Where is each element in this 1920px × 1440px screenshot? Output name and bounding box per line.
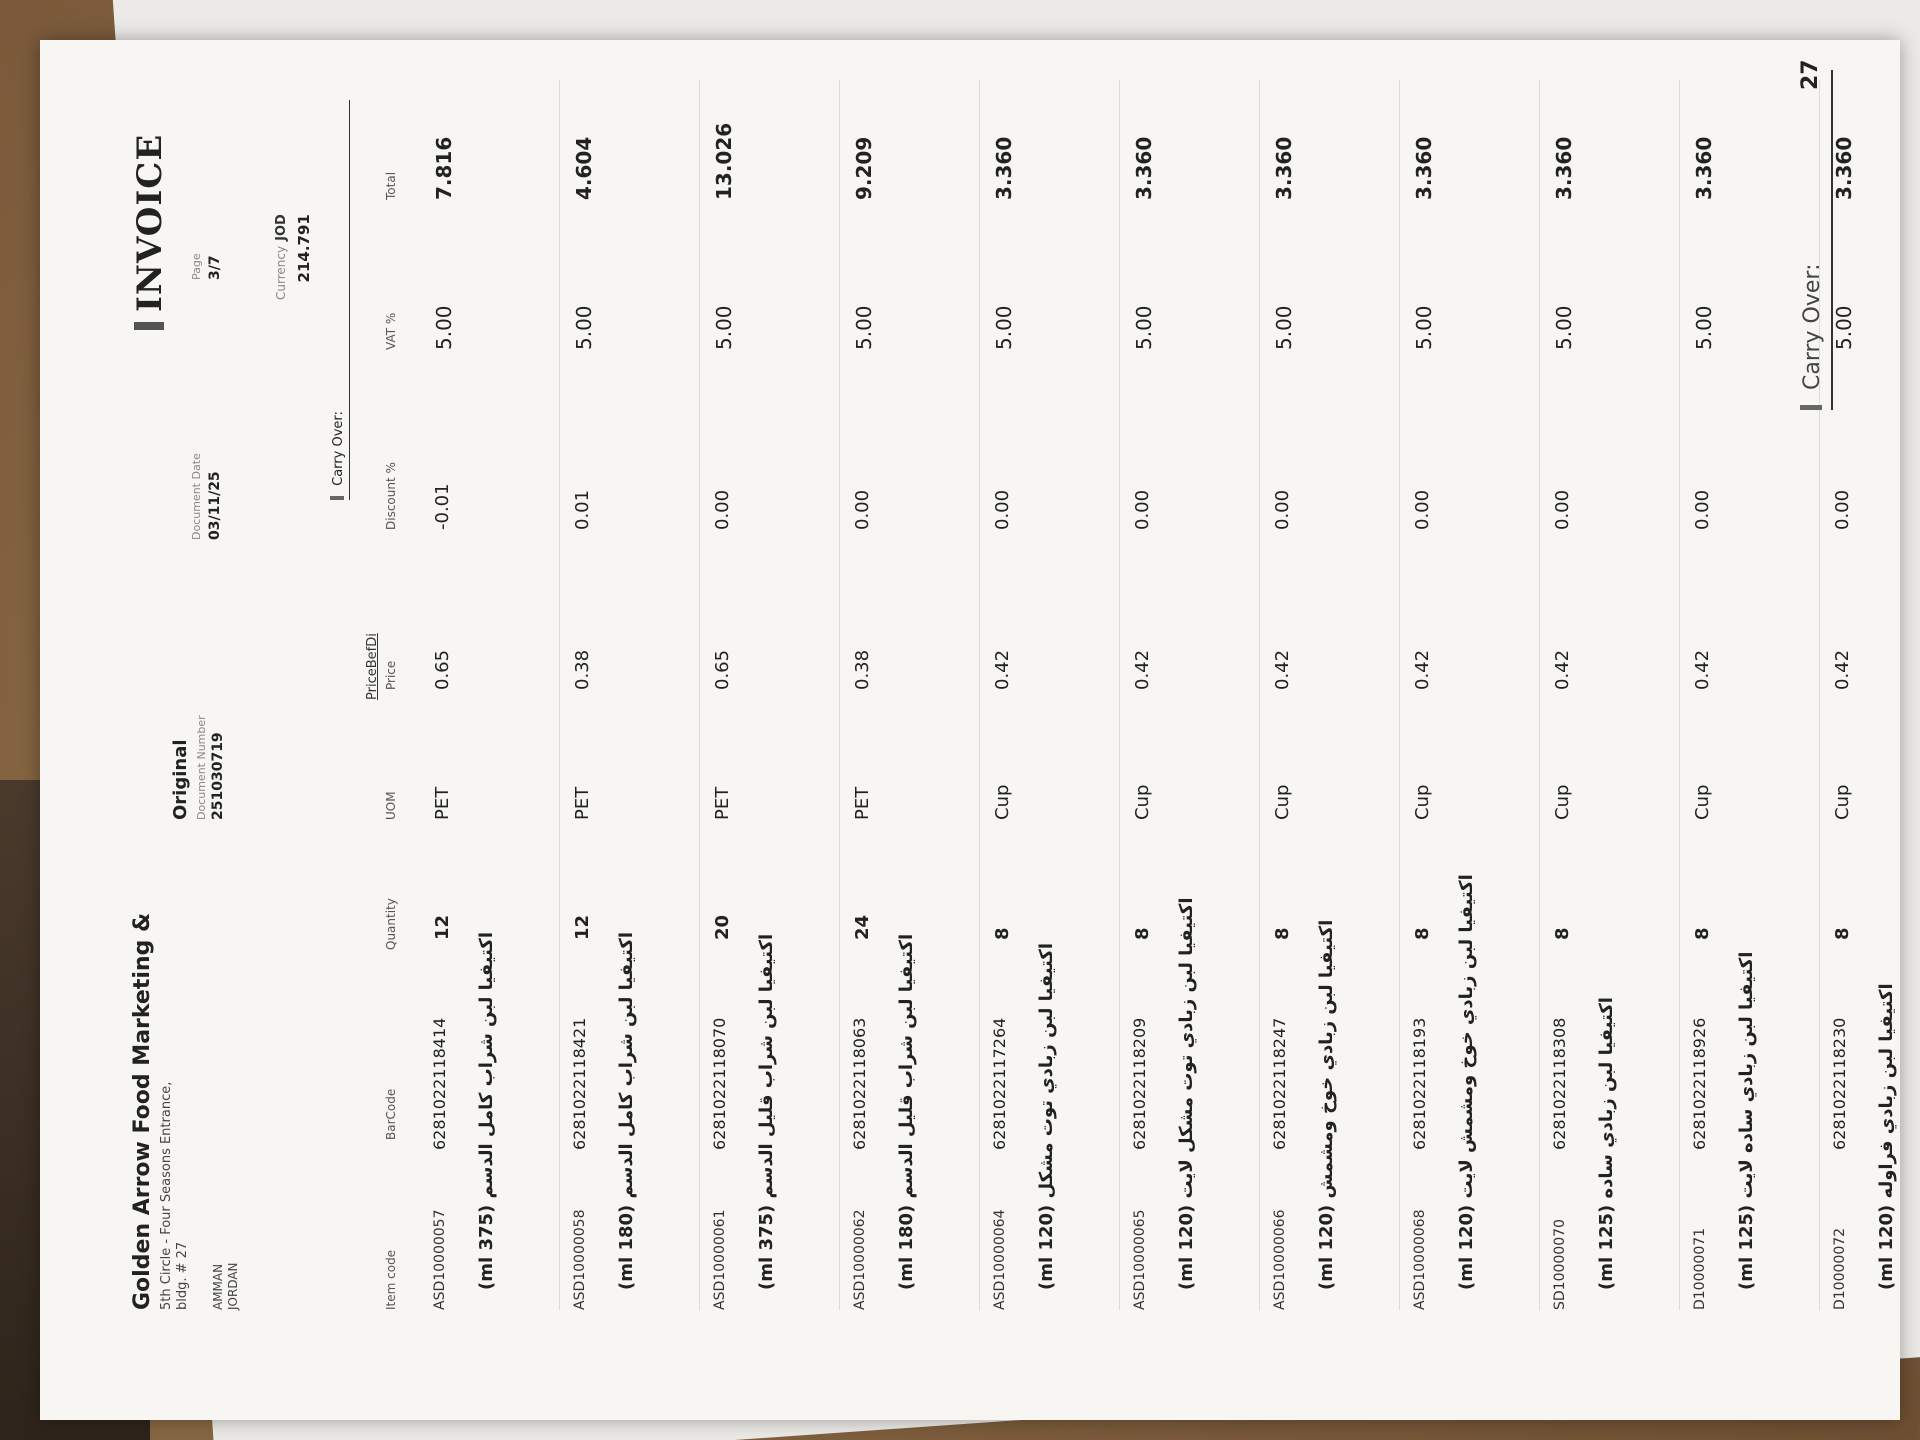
item-description: اكتيفيا لبن زبادي ساده (125 ml): [1596, 997, 1617, 1290]
uom: PET: [712, 786, 733, 820]
uom: Cup: [1692, 784, 1713, 820]
carry-over-bottom-label: Carry Over:: [1800, 263, 1825, 390]
quantity: 8: [1132, 927, 1153, 940]
document-number-block: [170, 715, 226, 820]
uom: Cup: [1832, 784, 1853, 820]
table-row: [420, 80, 560, 1310]
barcode: 6281022118926: [1690, 1017, 1709, 1150]
price: 0.42: [1692, 649, 1713, 690]
line-total: 3.360: [1272, 136, 1296, 200]
line-total: 7.816: [432, 136, 456, 200]
uom: Cup: [1412, 784, 1433, 820]
item-description: اكتيفيا لبن زبادي خوخ ومشمش لايت (120 ml): [1456, 874, 1477, 1290]
item-code: ASD10000057: [432, 1209, 448, 1310]
quantity: 8: [1412, 927, 1433, 940]
uom: PET: [852, 786, 873, 820]
barcode: 6281022118308: [1550, 1017, 1569, 1150]
barcode: 6281022118230: [1830, 1017, 1849, 1150]
price: 0.42: [992, 649, 1013, 690]
discount: 0.00: [1412, 489, 1433, 530]
barcode: 6281022117264: [990, 1017, 1009, 1150]
barcode: 6281022118070: [710, 1017, 729, 1150]
line-total: 13.026: [712, 122, 736, 200]
item-code: ASD10000065: [1132, 1209, 1148, 1310]
vat: 5.00: [1692, 305, 1716, 350]
item-description: اكتيفيا لبن شراب قليل الدسم (180 ml): [896, 933, 917, 1290]
discount: 0.00: [712, 489, 733, 530]
discount: 0.00: [852, 489, 873, 530]
barcode: 6281022118247: [1270, 1017, 1289, 1150]
col-price: Price: [384, 660, 398, 690]
table-row: [1680, 80, 1820, 1310]
document-status: Original: [170, 739, 191, 820]
item-code: D10000071: [1692, 1227, 1708, 1310]
vat: 5.00: [1552, 305, 1576, 350]
carry-over-amount: 214.791: [295, 214, 313, 283]
invoice-sheet: [40, 40, 1900, 1420]
item-code: ASD10000068: [1412, 1209, 1428, 1310]
item-description: اكتيفيا لبن شراب كامل الدسم (180 ml): [616, 931, 637, 1290]
table-row: [980, 80, 1120, 1310]
item-description: اكتيفيا لبن زبادي خوخ ومشمش (120 ml): [1316, 919, 1337, 1290]
barcode: 6281022118209: [1130, 1017, 1149, 1150]
page-number: 3/7: [207, 255, 223, 280]
address-line-1: 5th Circle - Four Seasons Entrance,: [159, 1081, 174, 1310]
col-vat: VAT %: [384, 312, 398, 350]
currency-code: JOD: [274, 214, 289, 241]
quantity: 8: [1272, 927, 1293, 940]
table-row: [1540, 80, 1680, 1310]
uom: Cup: [1272, 784, 1293, 820]
col-discount: Discount %: [384, 462, 398, 530]
item-code: ASD10000066: [1272, 1209, 1288, 1310]
item-code: SD10000070: [1552, 1219, 1568, 1310]
price-before-di-header: PriceBefDi: [365, 633, 380, 700]
vat: 5.00: [992, 305, 1016, 350]
price: 0.38: [852, 649, 873, 690]
item-code: D10000072: [1832, 1227, 1848, 1310]
table-row: [1120, 80, 1260, 1310]
vat: 5.00: [852, 305, 876, 350]
item-description: اكتيفيا لبن زبادي توت مشكل لايت (120 ml): [1176, 897, 1197, 1290]
col-uom: UOM: [384, 791, 398, 820]
table-row: [840, 80, 980, 1310]
quantity: 8: [1692, 927, 1713, 940]
item-description: اكتيفيا لبن شراب قليل الدسم (375 ml): [756, 933, 777, 1290]
company-block: [130, 913, 241, 1310]
company-location: [211, 913, 241, 1310]
document-date: 03/11/25: [207, 471, 223, 540]
carry-over-top: [330, 100, 350, 500]
page-label: Page: [190, 253, 203, 280]
price: 0.65: [432, 649, 453, 690]
col-item-code: Item code: [384, 1249, 398, 1310]
price: 0.42: [1552, 649, 1573, 690]
vat: 5.00: [1832, 305, 1856, 350]
discount: -0.01: [432, 483, 453, 530]
uom: Cup: [1132, 784, 1153, 820]
table-row: [1400, 80, 1540, 1310]
col-quantity: Quantity: [384, 898, 398, 950]
table-row: [1260, 80, 1400, 1310]
line-total: 3.360: [1692, 136, 1716, 200]
document-number: 251030719: [210, 732, 226, 820]
table-row: [700, 80, 840, 1310]
barcode: 6281022118414: [430, 1017, 449, 1150]
barcode: 6281022118193: [1410, 1017, 1429, 1150]
item-code: ASD10000061: [712, 1209, 728, 1310]
table-row: [1820, 80, 1920, 1310]
line-total: 4.604: [572, 136, 596, 200]
item-description: اكتيفيا لبن زبادي فراوله (120 ml): [1876, 983, 1897, 1290]
discount: 0.00: [1692, 489, 1713, 530]
item-code: ASD10000064: [992, 1209, 1008, 1310]
discount: 0.00: [1552, 489, 1573, 530]
table-header: [370, 90, 410, 1310]
vat: 5.00: [1132, 305, 1156, 350]
item-description: اكتيفيا لبن زبادي توت مشكل (120 ml): [1036, 942, 1057, 1290]
uom: PET: [572, 786, 593, 820]
price: 0.38: [572, 649, 593, 690]
quantity: 12: [432, 914, 453, 940]
company-name: Golden Arrow Food Marketing &: [130, 912, 155, 1310]
line-items: [420, 80, 1920, 1310]
invoice-stage: [40, 40, 1900, 1420]
line-total: 3.360: [1412, 136, 1436, 200]
company-country: JORDAN: [226, 1262, 240, 1310]
line-total: 3.360: [992, 136, 1016, 200]
barcode: 6281022118421: [570, 1017, 589, 1150]
item-code: ASD10000058: [572, 1209, 588, 1310]
vat: 5.00: [1272, 305, 1296, 350]
line-total: 3.360: [1132, 136, 1156, 200]
price: 0.42: [1412, 649, 1433, 690]
col-total: Total: [384, 171, 398, 200]
uom: Cup: [992, 784, 1013, 820]
currency-block: [270, 214, 313, 300]
company-city: AMMAN: [211, 1263, 225, 1310]
item-code: ASD10000062: [852, 1209, 868, 1310]
price: 0.42: [1132, 649, 1153, 690]
discount: 0.00: [992, 489, 1013, 530]
carry-over-bottom-value: 27: [1798, 59, 1823, 90]
currency-label: Currency: [274, 245, 288, 300]
quantity: 8: [1552, 927, 1573, 940]
item-description: اكتيفيا لبن زبادي ساده لايت (125 ml): [1736, 951, 1757, 1290]
line-total: 3.360: [1552, 136, 1576, 200]
page-block: [190, 253, 223, 280]
vat: 5.00: [1412, 305, 1436, 350]
document-date-label: Document Date: [190, 453, 203, 540]
price: 0.65: [712, 649, 733, 690]
company-address: [159, 913, 191, 1310]
quantity: 8: [992, 927, 1013, 940]
quantity: 20: [712, 914, 733, 940]
line-total: 9.209: [852, 136, 876, 200]
vat: 5.00: [572, 305, 596, 350]
price: 0.42: [1832, 649, 1853, 690]
document-number-label: Document Number: [195, 715, 208, 820]
table-row: [560, 80, 700, 1310]
address-line-2: bldg. # 27: [175, 1241, 190, 1310]
quantity: 12: [572, 914, 593, 940]
carry-over-bottom: [1800, 70, 1833, 410]
vat: 5.00: [712, 305, 736, 350]
uom: PET: [432, 786, 453, 820]
quantity: 24: [852, 914, 873, 940]
discount: 0.00: [1132, 489, 1153, 530]
price: 0.42: [1272, 649, 1293, 690]
quantity: 8: [1832, 927, 1853, 940]
discount: 0.01: [572, 489, 593, 530]
document-date-block: [190, 453, 223, 540]
carry-over-top-label: Carry Over:: [331, 411, 346, 486]
vat: 5.00: [432, 305, 456, 350]
line-total: 3.360: [1832, 136, 1856, 200]
uom: Cup: [1552, 784, 1573, 820]
invoice-title: INVOICE: [130, 134, 170, 330]
item-description: اكتيفيا لبن شراب كامل الدسم (375 ml): [476, 931, 497, 1290]
discount: 0.00: [1272, 489, 1293, 530]
discount: 0.00: [1832, 489, 1853, 530]
col-barcode: BarCode: [384, 1088, 398, 1140]
barcode: 6281022118063: [850, 1017, 869, 1150]
